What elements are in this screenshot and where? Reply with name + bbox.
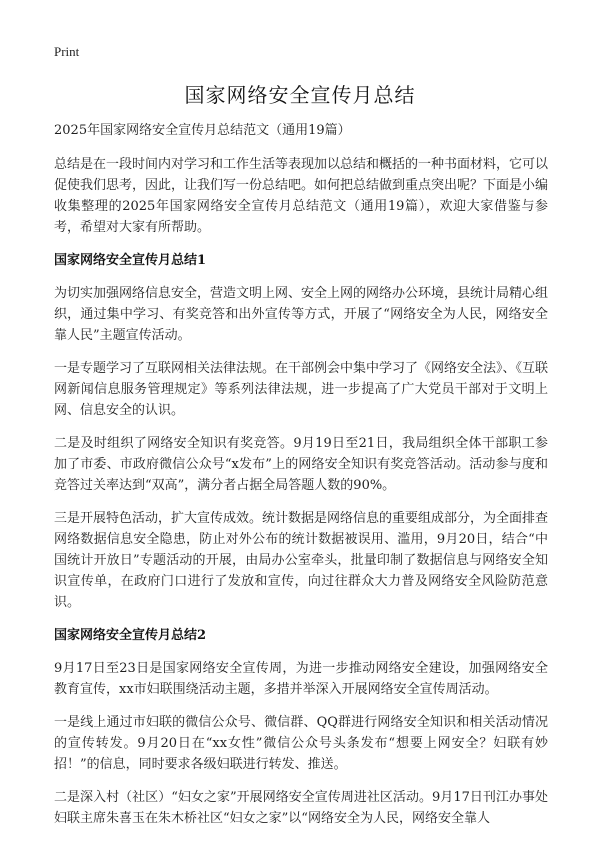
section-1-paragraph-2: 一是专题学习了互联网相关法律法规。在干部例会中集中学习了《网络安全法》、《互联网新闻信息服务管理规定》等系列法律法规，进一步提高了广大党员干部对于文明上网、信息安全的认识。 — [54, 361, 549, 418]
section-2-paragraph-2: 一是线上通过市妇联的微信公众号、微信群、QQ群进行网络安全知识和相关活动情况的宣传转发。9月20日在“xx女性”微信公众号头条发布“想要上网安全？妇联有妙招！”的信息，同时要求各级妇联进行转发、推送。 — [54, 715, 548, 772]
intro-paragraph: 总结是在一段时间内对学习和工作生活等表现加以总结和概括的一种书面材料，它可以促使我们思考，因此，让我们写一份总结吧。如何把总结做到重点突出呢？下面是小编收集整理的2025年国家网络安全宣传月总结范文（通用19篇），欢迎大家借鉴与参考，希望对大家有所帮助。 — [54, 157, 549, 235]
section-2-paragraph-3: 二是深入村（社区）“妇女之家”开展网络安全宣传周进社区活动。9月17日刊江办事处妇联主席朱喜玉在朱木桥社区“妇女之家”以“网络安全为人民，网络安全靠人 — [54, 790, 548, 826]
section-1-paragraph-1: 为切实加强网络信息安全，营造文明上网、安全上网的网络办公环境，县统计局精心组织，通过集中学习、有奖竞答和出外宣传等方式，开展了“网络安全为人民，网络安全靠人民”主题宣传活动。 — [54, 286, 549, 343]
document-subtitle: 2025年国家网络安全宣传月总结范文（通用19篇） — [54, 123, 351, 138]
section-heading-2: 国家网络安全宣传月总结2 — [54, 628, 207, 643]
document-body — [54, 120, 548, 841]
section-1-paragraph-4: 三是开展特色活动，扩大宣传成效。统计数据是网络信息的重要组成部分，为全面排查网络数据信息安全隐患，防止对外公布的统计数据被误用、滥用，9月20日，结合“中国统计开放日”专题活动的开展，由局办公室牵头，批量印制了数据信息与网络安全知识宣传单，在政府门口进行了发放和宣传，向过往群众大力普及网络安全风险防范意识。 — [54, 511, 549, 610]
print-link[interactable]: Print — [54, 44, 80, 59]
section-2-paragraph-1: 9月17日至23日是国家网络安全宣传周，为进一步推动网络安全建设，加强网络安全教育宣传，xx市妇联围绕活动主题，多措并举深入开展网络安全宣传周活动。 — [54, 661, 548, 697]
document-title: 国家网络安全宣传月总结 — [184, 83, 416, 107]
section-heading-1: 国家网络安全宣传月总结1 — [54, 253, 207, 268]
section-1-paragraph-3: 二是及时组织了网络安全知识有奖竞答。9月19日至21日，我局组织全体干部职工参加了市委、市政府微信公众号“x发布”上的网络安全知识有奖竞答活动。活动参与度和竞答过关率达到“双高”，满分者占据全局答题人数的90%。 — [54, 436, 548, 493]
